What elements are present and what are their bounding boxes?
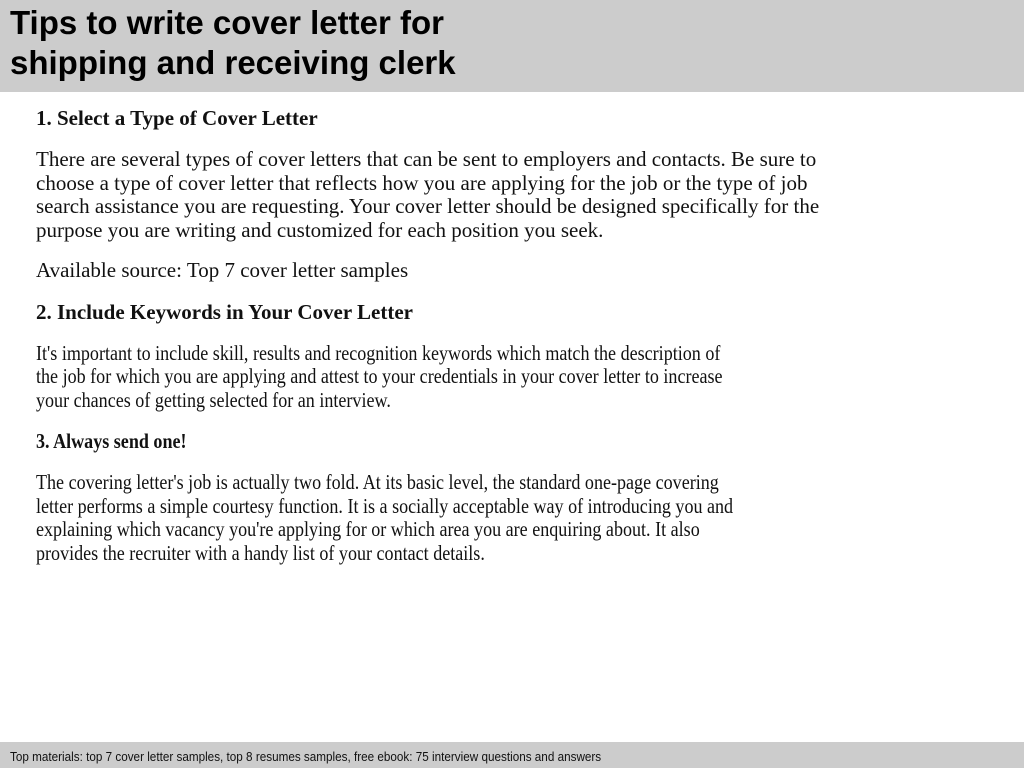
section-2-heading: 2. Include Keywords in Your Cover Letter — [36, 299, 414, 324]
title-bar — [0, 0, 1024, 92]
slide-content — [36, 106, 996, 565]
section-3 — [36, 429, 996, 565]
title-line-2: shipping and receiving clerk — [10, 44, 456, 81]
section-1-body — [36, 148, 996, 242]
section-3-line-2: letter performs a simple courtesy function. It is a socially acceptable way of introducing you and — [36, 493, 734, 518]
available-source: Available source: Top 7 cover letter samples — [36, 258, 409, 282]
section-2 — [36, 300, 996, 413]
section-3-line-3: explaining which vacancy you're applying for or which area you are enquiring about. It also — [36, 517, 700, 541]
section-1-line-2: choose a type of cover letter that reflects how you are applying for the job or the type of job — [36, 170, 808, 195]
title-line-1: Tips to write cover letter for — [10, 4, 444, 41]
section-2-line-1: It's important to include skill, results and recognition keywords which match the description of — [36, 340, 721, 365]
section-2-line-2: the job for which you are applying and attest to your credentials in your cover letter to increase — [36, 364, 723, 388]
section-3-line-4: provides the recruiter with a handy list of your contact details. — [36, 540, 485, 565]
section-3-line-1: The covering letter's job is actually two fold. At its basic level, the standard one-page covering — [36, 470, 719, 494]
section-3-heading — [36, 429, 996, 453]
slide-title — [10, 3, 456, 83]
section-1-heading: 1. Select a Type of Cover Letter — [36, 106, 318, 130]
section-1-line-1: There are several types of cover letters that can be sent to employers and contacts. Be sure to — [36, 147, 817, 171]
section-2-body — [36, 342, 996, 413]
section-3-body — [36, 471, 996, 565]
section-3-heading-text: 3. Always send one! — [36, 429, 187, 453]
section-1 — [36, 106, 996, 283]
section-1-line-4: purpose you are writing and customized for each position you seek. — [36, 217, 604, 242]
section-2-line-3: your chances of getting selected for an interview. — [36, 387, 391, 412]
footer-text: Top materials: top 7 cover letter samples, top 8 resumes samples, free ebook: 75 interview questions and answers — [10, 749, 602, 764]
footer-bar — [0, 742, 1024, 768]
section-1-line-3: search assistance you are requesting. Your cover letter should be designed specifically for the — [36, 194, 820, 218]
